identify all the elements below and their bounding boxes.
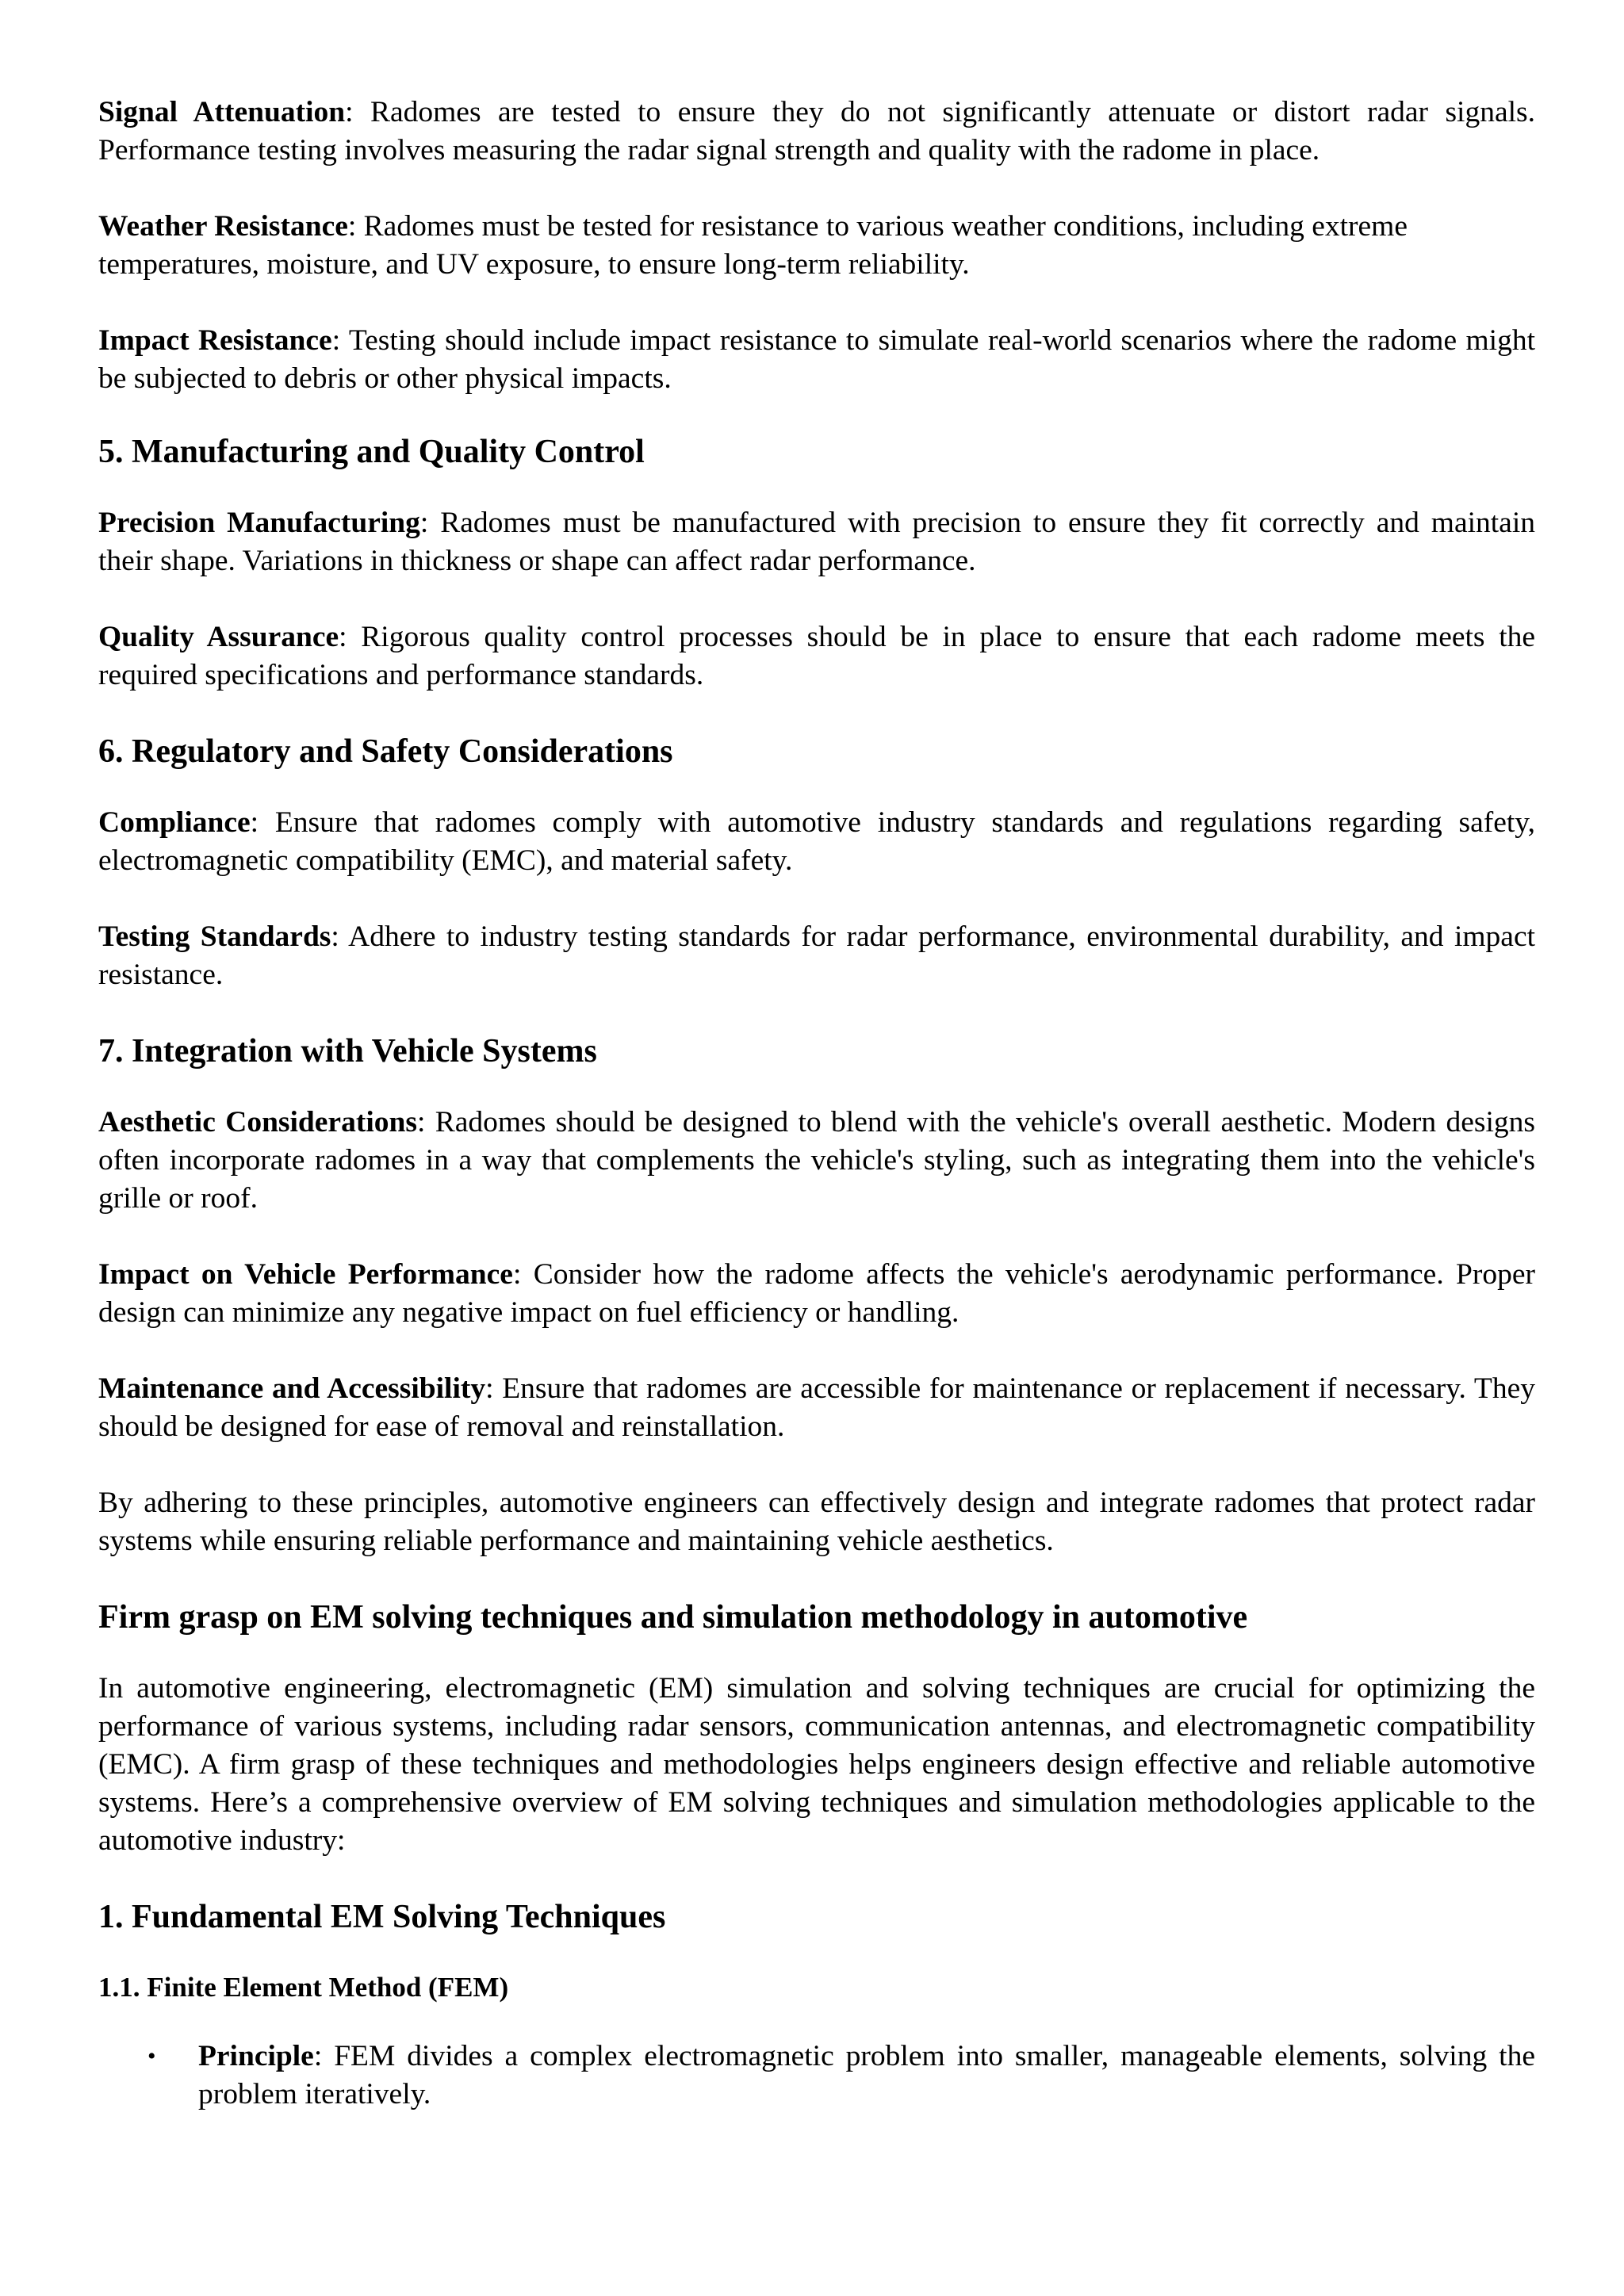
section-heading-manufacturing: 5. Manufacturing and Quality Control: [98, 434, 645, 470]
document-page: [98, 94, 1535, 2114]
text-weather-resistance: : Radomes must be tested for resistance to various weather conditions, including extreme temperatures, moisture, and UV exposure, to ensure long-term reliability.: [98, 210, 1408, 281]
text-maintenance-accessibility: : Ensure that radomes are accessible for maintenance or replacement if necessary. They should be designed for ease of removal and reinstallation.: [98, 1372, 1535, 1443]
list-item: [98, 2038, 1535, 2114]
text-compliance: : Ensure that radomes comply with automotive industry standards and regulations regarding safety, electromagnetic compatibility (EMC), and material safety.: [98, 806, 1535, 877]
text-principle: : FEM divides a complex electromagnetic problem into smaller, manageable elements, solving the problem iteratively.: [198, 2040, 1535, 2110]
term-weather-resistance: Weather Resistance: [98, 210, 348, 243]
paragraph-aesthetic-considerations: [98, 1104, 1535, 1218]
term-signal-attenuation: Signal Attenuation: [98, 96, 346, 128]
term-testing-standards: Testing Standards: [98, 920, 331, 953]
text-quality-assurance: : Rigorous quality control processes should be in place to ensure that each radome meets the required specifications and performance standards.: [98, 621, 1536, 691]
term-precision-manufacturing: Precision Manufacturing: [98, 507, 420, 539]
term-compliance: Compliance: [98, 806, 251, 839]
paragraph-signal-attenuation: [98, 94, 1535, 170]
section-heading-em-techniques: Firm grasp on EM solving techniques and simulation methodology in automotive: [98, 1599, 1248, 1636]
term-principle: Principle: [198, 2040, 314, 2072]
term-maintenance-accessibility: Maintenance and Accessibility: [98, 1372, 486, 1405]
text-impact-vehicle-performance: : Consider how the radome affects the vehicle's aerodynamic performance. Proper design can minimize any negative impact on fuel efficiency or handling.: [98, 1258, 1535, 1329]
text-precision-manufacturing: : Radomes must be manufactured with precision to ensure they fit correctly and maintain their shape. Variations in thickness or shape can affect radar performance.: [98, 507, 1535, 577]
text-impact-resistance: : Testing should include impact resistance to simulate real-world scenarios where the radome might be subjected to debris or other physical impacts.: [98, 324, 1535, 395]
paragraph-weather-resistance: [98, 208, 1535, 284]
text-testing-standards: : Adhere to industry testing standards for radar performance, environmental durability, and impact resistance.: [98, 920, 1536, 991]
subsection-heading-fem: 1.1. Finite Element Method (FEM): [98, 1972, 509, 2003]
paragraph-quality-assurance: [98, 618, 1535, 695]
paragraph-impact-vehicle-performance: [98, 1256, 1535, 1332]
text-signal-attenuation: : Radomes are tested to ensure they do not significantly attenuate or distort radar signals. Performance testing involves measuring the radar signal strength and quality with the radome in place.: [98, 96, 1535, 166]
paragraph-testing-standards: [98, 918, 1535, 994]
paragraph-compliance: [98, 804, 1535, 880]
section-heading-integration: 7. Integration with Vehicle Systems: [98, 1033, 597, 1070]
term-impact-resistance: Impact Resistance: [98, 324, 332, 357]
term-quality-assurance: Quality Assurance: [98, 621, 339, 653]
paragraph-maintenance-accessibility: [98, 1370, 1535, 1446]
section-heading-fundamental-em: 1. Fundamental EM Solving Techniques: [98, 1899, 666, 1935]
paragraph-impact-resistance: [98, 322, 1535, 398]
term-impact-vehicle-performance: Impact on Vehicle Performance: [98, 1258, 513, 1291]
paragraph-precision-manufacturing: [98, 504, 1535, 580]
paragraph-conclusion: By adhering to these principles, automotive engineers can effectively design and integrate radomes that protect radar systems while ensuring reliable performance and maintaining vehicle aesthetics.: [98, 1487, 1535, 1557]
term-aesthetic-considerations: Aesthetic Considerations: [98, 1106, 417, 1138]
bullet-dot-icon: •: [147, 2043, 156, 2069]
paragraph-em-intro: In automotive engineering, electromagnetic (EM) simulation and solving techniques are crucial for optimizing the performance of various systems, including radar sensors, communication antennas, and electromagnetic compatibility (EMC). A firm grasp of these techniques and methodologies helps engineers design effective and reliable automotive systems. Here’s a comprehensive overview of EM solving techniques and simulation methodologies applicable to the automotive industry:: [98, 1672, 1535, 1857]
text-aesthetic-considerations: : Radomes should be designed to blend with the vehicle's overall aesthetic. Modern designs often incorporate radomes in a way that complements the vehicle's styling, such as integrating them into the vehicle's grille or roof.: [98, 1106, 1535, 1215]
section-heading-regulatory: 6. Regulatory and Safety Considerations: [98, 733, 673, 770]
bullet-list-fem: [98, 2038, 1535, 2114]
